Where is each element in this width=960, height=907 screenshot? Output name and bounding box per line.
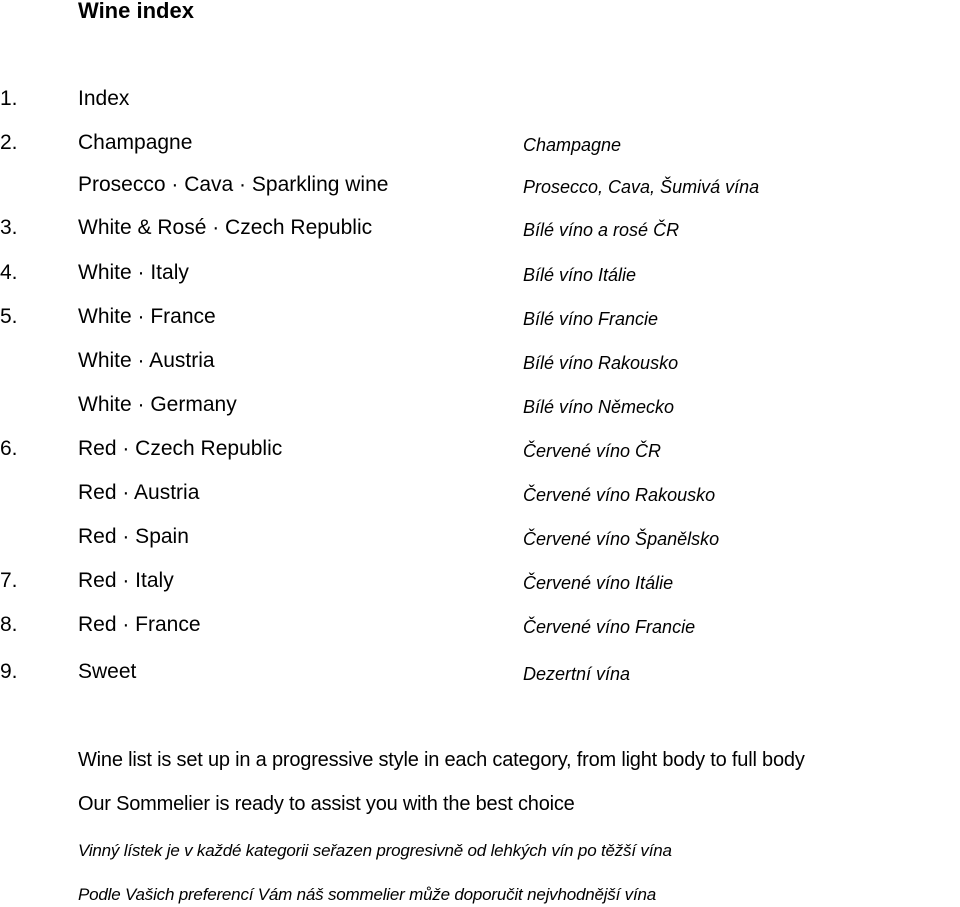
index-row bbox=[0, 390, 960, 420]
index-row bbox=[0, 346, 960, 376]
index-category-en: White · France bbox=[78, 305, 216, 328]
index-row bbox=[0, 657, 960, 687]
index-category-en: Sweet bbox=[78, 660, 137, 683]
note-sommelier-cz: Podle Vašich preferencí Vám náš sommelier může doporučit nejvhodnější vína bbox=[78, 885, 656, 904]
index-category-cz: Bílé víno Německo bbox=[523, 397, 675, 417]
index-row bbox=[0, 610, 960, 640]
index-category-cz: Červené víno ČR bbox=[523, 441, 662, 461]
index-number: 2. bbox=[0, 131, 18, 154]
note-progressive-cz: Vinný lístek je v každé kategorii seřazen progresivně od lehkých vín po těžší vína bbox=[78, 841, 672, 860]
note-sommelier-en: Our Sommelier is ready to assist you with the best choice bbox=[78, 793, 575, 815]
index-category-en: Red · Austria bbox=[78, 481, 200, 504]
index-row bbox=[0, 170, 960, 200]
index-row bbox=[0, 302, 960, 332]
index-category-cz: Bílé víno Francie bbox=[523, 309, 659, 329]
index-number: 9. bbox=[0, 660, 18, 683]
index-category-en: Red · Spain bbox=[78, 525, 189, 548]
index-category-en: Red · Italy bbox=[78, 569, 174, 592]
index-row bbox=[0, 434, 960, 464]
index-row bbox=[0, 478, 960, 508]
index-category-cz: Bílé víno Itálie bbox=[523, 265, 637, 285]
index-category-cz: Bílé víno Rakousko bbox=[523, 353, 679, 373]
index-category-cz: Červené víno Rakousko bbox=[523, 485, 716, 505]
index-category-cz: Champagne bbox=[523, 135, 622, 155]
index-row bbox=[0, 84, 960, 114]
index-number: 1. bbox=[0, 87, 18, 110]
note-progressive-en: Wine list is set up in a progressive style in each category, from light body to full body bbox=[78, 749, 805, 771]
index-category-en: Index bbox=[78, 87, 130, 110]
index-number: 5. bbox=[0, 305, 18, 328]
index-row bbox=[0, 213, 960, 243]
index-category-en: White · Austria bbox=[78, 349, 215, 372]
index-number: 4. bbox=[0, 261, 18, 284]
index-number: 3. bbox=[0, 216, 18, 239]
index-category-cz: Červené víno Itálie bbox=[523, 573, 674, 593]
index-category-en: White · Germany bbox=[78, 393, 237, 416]
index-category-en: White · Italy bbox=[78, 261, 189, 284]
index-row bbox=[0, 566, 960, 596]
index-category-en: Prosecco · Cava · Sparkling wine bbox=[78, 173, 389, 196]
index-category-cz: Červené víno Španělsko bbox=[523, 529, 720, 549]
index-row bbox=[0, 258, 960, 288]
index-category-en: Champagne bbox=[78, 131, 193, 154]
index-category-cz: Červené víno Francie bbox=[523, 617, 696, 637]
index-category-cz: Dezertní vína bbox=[523, 664, 631, 684]
index-number: 6. bbox=[0, 437, 18, 460]
index-category-en: Red · France bbox=[78, 613, 201, 636]
index-category-en: White & Rosé · Czech Republic bbox=[78, 216, 373, 239]
index-row bbox=[0, 522, 960, 552]
index-category-cz: Prosecco, Cava, Šumivá vína bbox=[523, 177, 760, 197]
index-number: 7. bbox=[0, 569, 18, 592]
index-row bbox=[0, 128, 960, 158]
page-title: Wine index bbox=[78, 0, 194, 23]
index-category-cz: Bílé víno a rosé ČR bbox=[523, 220, 680, 240]
index-category-en: Red · Czech Republic bbox=[78, 437, 283, 460]
index-number: 8. bbox=[0, 613, 18, 636]
